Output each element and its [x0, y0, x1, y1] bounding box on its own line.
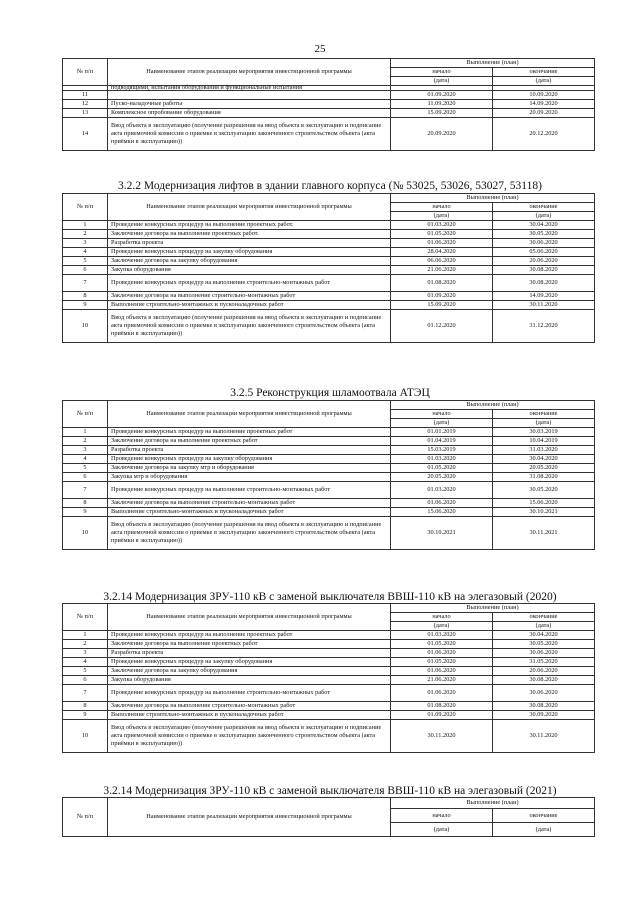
stage-name: Проведение конкурсных процедур на закупку оборудования — [108, 248, 391, 257]
end-date: 10.04.2019 — [493, 437, 595, 446]
table-row — [63, 631, 595, 640]
start-date: 15.06.2020 — [391, 508, 493, 517]
header-date: (дата) — [391, 419, 493, 428]
header-end: окончание — [493, 203, 595, 212]
row-number: 10 — [63, 720, 108, 753]
row-number: 8 — [63, 292, 108, 301]
schedule-table — [62, 193, 595, 343]
end-date: 30.04.2020 — [493, 631, 595, 640]
header-num: № п/п — [63, 604, 108, 631]
header-execution: Выполнение (план) — [391, 798, 595, 809]
stage-name: Проведение конкурсных процедур на закупку оборудования — [108, 455, 391, 464]
end-date: 20.06.2020 — [493, 667, 595, 676]
table-row — [63, 508, 595, 517]
start-date: 01.03.2020 — [391, 482, 493, 499]
clipped-text: подводящими, испытания оборудования и функциональные испытания — [111, 84, 302, 91]
start-date: 01.01.2019 — [391, 428, 493, 437]
header-name: Наименование этапов реализации мероприятия инвестиционной программы — [108, 798, 391, 837]
start-date: 01.05.2020 — [391, 658, 493, 667]
start-date: 30.11.2020 — [391, 720, 493, 753]
start-date: 11.09.2020 — [391, 100, 493, 109]
stage-name: Заключение договора на выполнение строительно-монтажных работ — [108, 499, 391, 508]
start-date: 21.06.2020 — [391, 676, 493, 685]
header-num: № п/п — [63, 401, 108, 428]
section-title: 3.2.14 Модернизация ЗРУ-110 кВ с заменой выключателя ВВШ-110 кВ на элегазовый (2020) — [103, 591, 557, 603]
row-number: 1 — [63, 221, 108, 230]
start-date: 01.04.2019 — [391, 437, 493, 446]
row-number: 7 — [63, 685, 108, 702]
start-date: 01.09.2020 — [391, 292, 493, 301]
table-row — [63, 91, 595, 100]
row-number: 4 — [63, 658, 108, 667]
row-number: 11 — [63, 91, 108, 100]
row-number: 6 — [63, 266, 108, 275]
header-date: (дата) — [493, 419, 595, 428]
stage-name: Проведение конкурсных процедур на выполнение проектных работ — [108, 631, 391, 640]
row-number: 4 — [63, 455, 108, 464]
end-date: 10.09.2020 — [493, 91, 595, 100]
stage-name: Проведение конкурсных процедур на выполнение строительно-монтажных работ — [108, 482, 391, 499]
row-number: 4 — [63, 248, 108, 257]
header-date: (дата) — [493, 77, 595, 86]
table-row — [63, 517, 595, 550]
start-date: 01.03.2020 — [391, 455, 493, 464]
row-number: 3 — [63, 649, 108, 658]
row-number: 7 — [63, 275, 108, 292]
row-number: 2 — [63, 437, 108, 446]
table-row — [63, 118, 595, 151]
table-row — [63, 428, 595, 437]
stage-name: Заключение договора на закупку оборудования — [108, 667, 391, 676]
start-date: 01.08.2020 — [391, 275, 493, 292]
stage-name: Проведение конкурсных процедур на выполнение строительно-монтажных работ — [108, 685, 391, 702]
start-date: 01.05.2020 — [391, 640, 493, 649]
start-date: 20.09.2020 — [391, 118, 493, 151]
stage-name: Заключение договора на закупку мтр и оборудования — [108, 464, 391, 473]
row-number: 14 — [63, 118, 108, 151]
end-date: 30.05.2020 — [493, 640, 595, 649]
schedule-table — [62, 797, 595, 837]
row-number: 12 — [63, 100, 108, 109]
stage-name: Заключение договора на выполнение проектных работ — [108, 437, 391, 446]
row-number: 9 — [63, 301, 108, 310]
table-row — [63, 649, 595, 658]
table-row — [63, 455, 595, 464]
stage-name: Закупка мтр и оборудования — [108, 473, 391, 482]
table-row — [63, 685, 595, 702]
end-date: 30.11.2020 — [493, 720, 595, 753]
end-date: 30.10.2021 — [493, 508, 595, 517]
header-name: Наименование этапов реализации мероприятия инвестиционной программы — [108, 194, 391, 221]
table-row — [63, 301, 595, 310]
end-date: 30.06.2020 — [493, 649, 595, 658]
stage-name: Закупка оборудования — [108, 266, 391, 275]
row-number: 1 — [63, 631, 108, 640]
end-date: 30.08.2020 — [493, 275, 595, 292]
stage-name: Заключение договора на закупку оборудования — [108, 257, 391, 266]
end-date: 31.08.2020 — [493, 473, 595, 482]
start-date: 15.09.2020 — [391, 109, 493, 118]
table-row — [63, 230, 595, 239]
stage-name: Проведение конкурсных процедур на закупку оборудования — [108, 658, 391, 667]
end-date: 20.12.2020 — [493, 118, 595, 151]
row-number: 5 — [63, 464, 108, 473]
start-date: 01.06.2020 — [391, 239, 493, 248]
stage-name: Комплексное опробование оборудования — [108, 109, 391, 118]
start-date: 01.05.2020 — [391, 230, 493, 239]
table-row — [63, 109, 595, 118]
header-end: окончание — [493, 613, 595, 622]
stage-name: Ввод объекта в эксплуатацию (получение разрешения на ввод объекта в эксплуатацию и подписание акта приемочной комиссии о приемке в эксплуатацию законченного строительством объекта (акта приёмки в эксплуатацию)) — [108, 310, 391, 343]
stage-name: Заключение договора на выполнение строительно-монтажных работ — [108, 702, 391, 711]
end-date: 14.09.2020 — [493, 100, 595, 109]
end-date: 30.05.2020 — [493, 482, 595, 499]
row-number: 13 — [63, 109, 108, 118]
row-number: 5 — [63, 667, 108, 676]
end-date: 05.06.2020 — [493, 248, 595, 257]
stage-name: Заключение договора на выполнение строительно-монтажных работ — [108, 292, 391, 301]
stage-name: Проведение конкурсных процедур на выполнение проектных работ — [108, 428, 391, 437]
schedule-table — [62, 400, 595, 550]
header-end: окончание — [493, 410, 595, 419]
end-date: 30.11.2020 — [493, 301, 595, 310]
start-date: 06.06.2020 — [391, 257, 493, 266]
header-name: Наименование этапов реализации мероприятия инвестиционной программы — [108, 401, 391, 428]
header-name: Наименование этапов реализации мероприятия инвестиционной программы — [108, 604, 391, 631]
end-date: 30.11.2021 — [493, 517, 595, 550]
page-number: 25 — [314, 43, 326, 55]
end-date: 30.03.2019 — [493, 428, 595, 437]
row-number: 10 — [63, 517, 108, 550]
table-row — [63, 464, 595, 473]
stage-name: Проведение конкурсных процедур на выполнение строительно-монтажных работ — [108, 275, 391, 292]
row-number: 3 — [63, 446, 108, 455]
table-row — [63, 446, 595, 455]
row-number: 10 — [63, 310, 108, 343]
header-date: (дата) — [391, 823, 493, 837]
end-date: 31.12.2020 — [493, 310, 595, 343]
schedule-table — [62, 603, 595, 753]
header-date: (дата) — [391, 622, 493, 631]
table-row — [63, 310, 595, 343]
end-date: 31.05.2020 — [493, 658, 595, 667]
start-date: 30.10.2021 — [391, 517, 493, 550]
header-date: (дата) — [493, 823, 595, 837]
end-date: 30.05.2020 — [493, 230, 595, 239]
start-date: 01.09.2020 — [391, 91, 493, 100]
end-date: 30.06.2020 — [493, 239, 595, 248]
table-row — [63, 676, 595, 685]
end-date: 30.06.2020 — [493, 685, 595, 702]
header-start: начало — [391, 68, 493, 77]
table-row — [63, 257, 595, 266]
table-row — [63, 658, 595, 667]
header-start: начало — [391, 203, 493, 212]
stage-name: Закупка оборудования — [108, 676, 391, 685]
table-row — [63, 720, 595, 753]
stage-name: Выполнение строительно-монтажных и пусконаладочных работ — [108, 508, 391, 517]
end-date: 14.09.2020 — [493, 292, 595, 301]
table-row — [63, 248, 595, 257]
stage-name: Пуско-наладочные работы — [108, 100, 391, 109]
row-number: 6 — [63, 473, 108, 482]
header-date: (дата) — [391, 77, 493, 86]
start-date: 01.06.2020 — [391, 499, 493, 508]
table-row — [63, 640, 595, 649]
row-number: 2 — [63, 640, 108, 649]
row-number: 7 — [63, 482, 108, 499]
start-date: 01.09.2020 — [391, 711, 493, 720]
stage-name: Разработка проекта — [108, 239, 391, 248]
header-date: (дата) — [493, 622, 595, 631]
end-date: 30.08.2020 — [493, 266, 595, 275]
table-row — [63, 266, 595, 275]
row-number: 2 — [63, 230, 108, 239]
end-date: 30.09.2020 — [493, 711, 595, 720]
row-number: 9 — [63, 711, 108, 720]
stage-name: Заключение договора на выполнение проектных работ. — [108, 230, 391, 239]
end-date: 30.08.2020 — [493, 702, 595, 711]
row-number: 1 — [63, 428, 108, 437]
header-date: (дата) — [493, 212, 595, 221]
stage-name: Разработка проекта — [108, 649, 391, 658]
start-date: 01.08.2020 — [391, 702, 493, 711]
table-row — [63, 667, 595, 676]
section-title: 3.2.2 Модернизация лифтов в здании главного корпуса (№ 53025, 53026, 53027, 53118) — [118, 180, 542, 192]
end-date: 30.04.2020 — [493, 455, 595, 464]
start-date: 15.09.2020 — [391, 301, 493, 310]
table-row — [63, 711, 595, 720]
header-execution: Выполнение (план) — [391, 401, 595, 410]
start-date: 28.04.2020 — [391, 248, 493, 257]
row-number: 8 — [63, 499, 108, 508]
row-number: 3 — [63, 239, 108, 248]
table-row — [63, 437, 595, 446]
start-date: 15.03.2019 — [391, 446, 493, 455]
header-num: № п/п — [63, 798, 108, 837]
header-start: начало — [391, 410, 493, 419]
header-end: окончание — [493, 68, 595, 77]
table-row — [63, 473, 595, 482]
end-date: 20.05.2020 — [493, 464, 595, 473]
stage-name: Проведение конкурсных процедур на выполнение проектных работ. — [108, 221, 391, 230]
header-date: (дата) — [391, 212, 493, 221]
row-number: 5 — [63, 257, 108, 266]
header-execution: Выполнение (план) — [391, 604, 595, 613]
start-date: 01.06.2020 — [391, 649, 493, 658]
table-row — [63, 482, 595, 499]
start-date: 01.05.2020 — [391, 464, 493, 473]
table-continued — [62, 58, 595, 151]
stage-name: Ввод объекта в эксплуатацию (получение разрешения на ввод объекта в эксплуатацию и подписание акта приемочной комиссии о приемке в эксплуатацию законченного строительством объекта (акта приёмки в эксплуатацию)) — [108, 517, 391, 550]
table-row — [63, 275, 595, 292]
stage-name: Разработка проекта — [108, 446, 391, 455]
header-num: № п/п — [63, 59, 108, 86]
table-row — [63, 221, 595, 230]
header-execution: Выполнение (план) — [391, 194, 595, 203]
stage-name: Выполнение строительно-монтажных и пусконаладочных работ — [108, 301, 391, 310]
start-date: 01.03.2020 — [391, 631, 493, 640]
stage-name — [108, 91, 391, 100]
stage-name: Ввод объекта в эксплуатацию (получение разрешения на ввод объекта в эксплуатацию и подписание акта приемочной комиссии о приемке в эксплуатацию законченного строительством объекта (акта приёмки в эксплуатацию)) — [108, 720, 391, 753]
table-row — [63, 292, 595, 301]
table-row — [63, 100, 595, 109]
start-date: 01.06.2020 — [391, 685, 493, 702]
start-date: 01.03.2020 — [391, 221, 493, 230]
header-name: Наименование этапов реализации мероприятия инвестиционной программы — [108, 59, 391, 86]
stage-name: Выполнение строительно-монтажных и пусконаладочных работ — [108, 711, 391, 720]
header-num: № п/п — [63, 194, 108, 221]
section-title: 3.2.5 Реконструкция шламоотвала АТЭЦ — [230, 387, 430, 399]
table-row — [63, 499, 595, 508]
row-number: 8 — [63, 702, 108, 711]
section-title: 3.2.14 Модернизация ЗРУ-110 кВ с заменой выключателя ВВШ-110 кВ на элегазовый (2021) — [103, 785, 557, 797]
end-date: 31.03.2020 — [493, 446, 595, 455]
start-date: 01.06.2020 — [391, 667, 493, 676]
stage-name: Ввод объекта в эксплуатацию (получение разрешения на ввод объекта в эксплуатацию и подписание акта приемочной комиссии о приемке в эксплуатацию законченного строительством объекта (акта приёмки в эксплуатацию)) — [108, 118, 391, 151]
header-start: начало — [391, 809, 493, 823]
table-row — [63, 702, 595, 711]
table-row — [63, 239, 595, 248]
stage-name: Заключение договора на выполнение проектных работ — [108, 640, 391, 649]
end-date: 30.08.2020 — [493, 676, 595, 685]
end-date: 20.09.2020 — [493, 109, 595, 118]
row-number: 9 — [63, 508, 108, 517]
end-date: 15.06.2020 — [493, 499, 595, 508]
start-date: 20.05.2020 — [391, 473, 493, 482]
end-date: 30.04.2020 — [493, 221, 595, 230]
row-number: 6 — [63, 676, 108, 685]
header-start: начало — [391, 613, 493, 622]
header-end: окончание — [493, 809, 595, 823]
start-date: 21.06.2020 — [391, 266, 493, 275]
start-date: 01.12.2020 — [391, 310, 493, 343]
header-execution: Выполнение (план) — [391, 59, 595, 68]
end-date: 20.06.2020 — [493, 257, 595, 266]
